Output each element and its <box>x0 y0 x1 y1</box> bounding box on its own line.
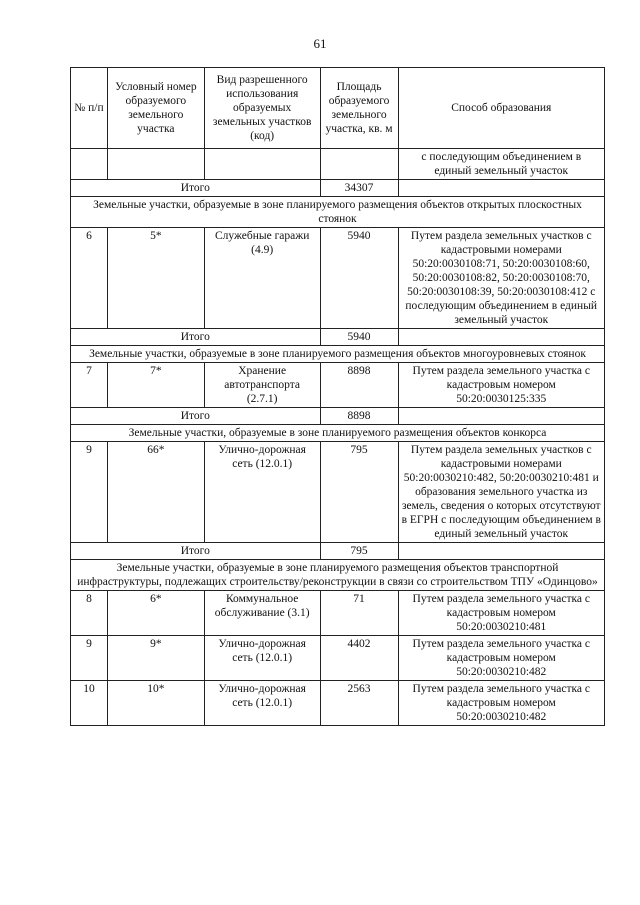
cell-area: 4402 <box>320 636 398 681</box>
table-row <box>71 363 605 408</box>
section-title: Земельные участки, образуемые в зоне планируемого размещения объектов транспортной инфраструктуры, подлежащих строительству/реконструкции в связи со строительством ТПУ «Одинцово» <box>71 560 605 591</box>
cell-method: Путем раздела земельных участков с кадастровыми номерами 50:20:0030210:482, 50:20:0030210:481 и образования земельного участка из земель, сведения о которых отсутствуют в ЕГРН с последующим объединением в единый земельный участок <box>398 442 604 543</box>
cell-cond: 7* <box>107 363 204 408</box>
cell-method: Путем раздела земельного участка с кадастровым номером 50:20:0030210:482 <box>398 681 604 726</box>
total-row <box>71 180 605 197</box>
cell-use: Улично-дорожная сеть (12.0.1) <box>204 442 320 543</box>
cell-use: Улично-дорожная сеть (12.0.1) <box>204 681 320 726</box>
table-row <box>71 681 605 726</box>
cell-num: 9 <box>71 636 108 681</box>
cell-num: 6 <box>71 228 108 329</box>
cell-method: Путем раздела земельного участка с кадастровым номером 50:20:0030210:482 <box>398 636 604 681</box>
cell-cond: 5* <box>107 228 204 329</box>
section-row <box>71 197 605 228</box>
table-row <box>71 636 605 681</box>
cell-num: 7 <box>71 363 108 408</box>
section-title: Земельные участки, образуемые в зоне планируемого размещения объектов многоуровневых стоянок <box>71 346 605 363</box>
cell-method: Путем раздела земельного участка с кадастровым номером 50:20:0030125:335 <box>398 363 604 408</box>
page-number: 61 <box>313 36 327 51</box>
cell-area: 795 <box>320 442 398 543</box>
cell-area: 5940 <box>320 228 398 329</box>
total-value: 34307 <box>320 180 398 197</box>
cell-area: 2563 <box>320 681 398 726</box>
cell-method: с последующим объединением в единый земельный участок <box>398 149 604 180</box>
cell-num: 10 <box>71 681 108 726</box>
cell-cond: 10* <box>107 681 204 726</box>
section-row <box>71 346 605 363</box>
header-conditional-number: Условный номер образуемого земельного участка <box>107 68 204 149</box>
total-value: 5940 <box>320 329 398 346</box>
cell-num: 8 <box>71 591 108 636</box>
section-title: Земельные участки, образуемые в зоне планируемого размещения объектов конкорса <box>71 425 605 442</box>
total-row <box>71 543 605 560</box>
header-num: № п/п <box>71 68 108 149</box>
table-row <box>71 228 605 329</box>
section-title: Земельные участки, образуемые в зоне планируемого размещения объектов открытых плоскостных стоянок <box>71 197 605 228</box>
total-label: Итого <box>71 408 321 425</box>
header-area: Площадь образуемого земельного участка, кв. м <box>320 68 398 149</box>
table-row <box>71 591 605 636</box>
cell-method: Путем раздела земельных участков с кадастровыми номерами 50:20:0030108:71, 50:20:0030108:60, 50:20:0030108:82, 50:20:0030108:70, 50:20:0030108:39, 50:20:0030108:412 с последующим объединением в единый земельный участок <box>398 228 604 329</box>
cell-cond: 6* <box>107 591 204 636</box>
table-header-row <box>71 68 605 149</box>
total-value: 8898 <box>320 408 398 425</box>
cell-use: Хранение автотранспорта (2.7.1) <box>204 363 320 408</box>
table-row <box>71 442 605 543</box>
section-row <box>71 425 605 442</box>
total-label: Итого <box>71 329 321 346</box>
cell-use: Улично-дорожная сеть (12.0.1) <box>204 636 320 681</box>
total-row <box>71 329 605 346</box>
cell-method: Путем раздела земельного участка с кадастровым номером 50:20:0030210:481 <box>398 591 604 636</box>
land-plots-table <box>70 67 605 726</box>
header-formation-method: Способ образования <box>398 68 604 149</box>
total-label: Итого <box>71 180 321 197</box>
cell-use: Коммунальное обслуживание (3.1) <box>204 591 320 636</box>
header-permitted-use: Вид разрешенного использования образуемых земельных участков (код) <box>204 68 320 149</box>
cell-area: 8898 <box>320 363 398 408</box>
section-row <box>71 560 605 591</box>
total-label: Итого <box>71 543 321 560</box>
total-value: 795 <box>320 543 398 560</box>
cell-use: Служебные гаражи (4.9) <box>204 228 320 329</box>
cell-cond: 66* <box>107 442 204 543</box>
cell-cond: 9* <box>107 636 204 681</box>
total-row <box>71 408 605 425</box>
table-row <box>71 149 605 180</box>
cell-area: 71 <box>320 591 398 636</box>
cell-num: 9 <box>71 442 108 543</box>
